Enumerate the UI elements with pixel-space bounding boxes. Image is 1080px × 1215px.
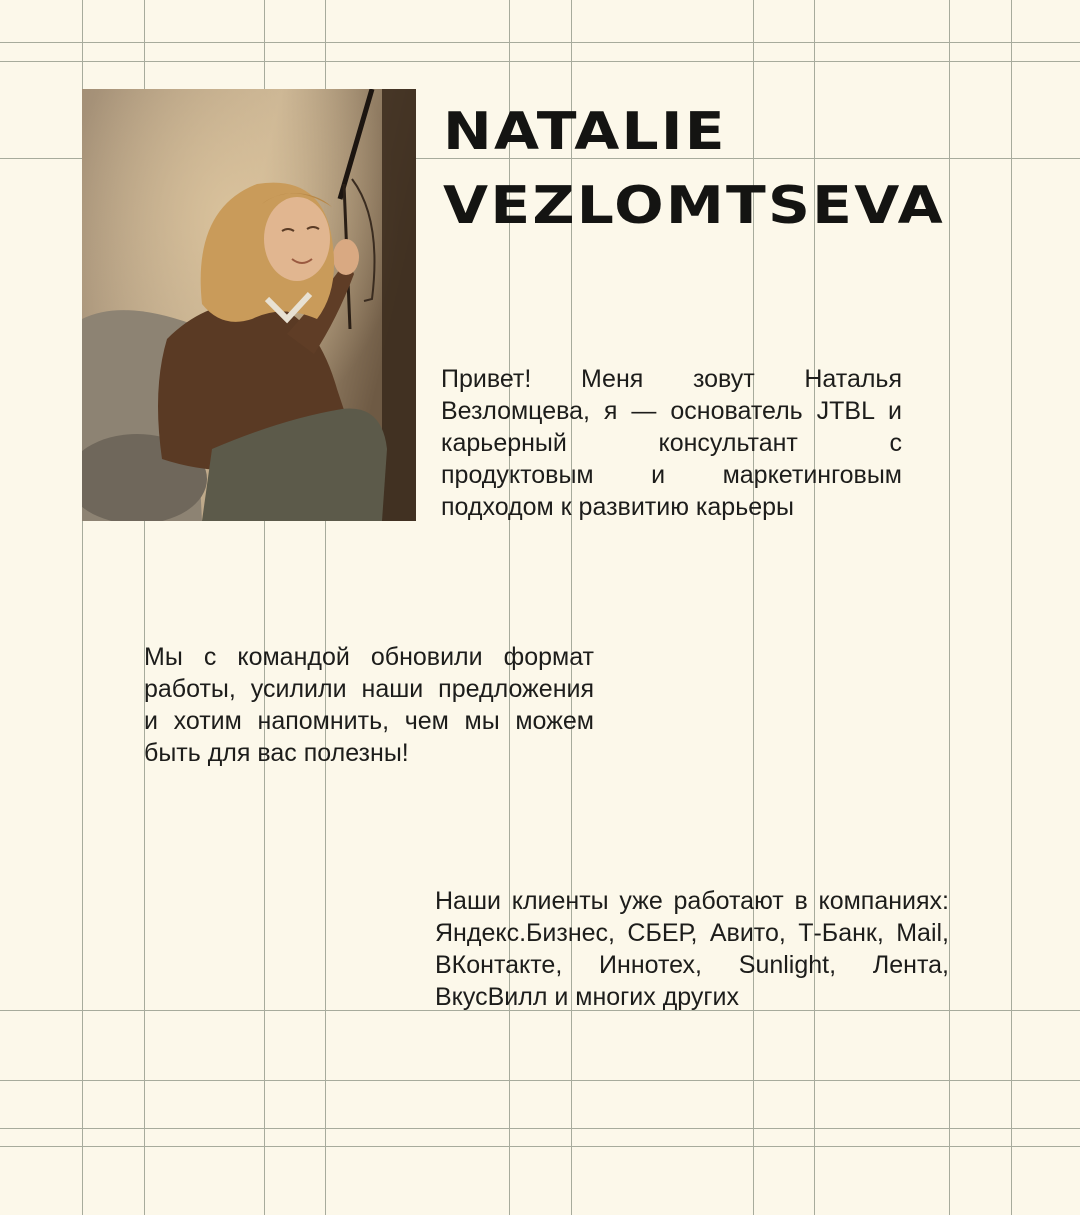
clients-line: ВКонтакте, Иннотех, Sunlight, Лента,: [435, 951, 949, 979]
clients-line: Яндекс.Бизнес, СБЕР, Авито, Т-Банк, Mail,: [435, 919, 949, 947]
grid-line: [0, 1146, 1080, 1147]
intro-line: Привет! Меня зовут Наталья: [441, 365, 902, 393]
name-last: VEZLOMTSEVA: [443, 176, 945, 236]
grid-line: [0, 42, 1080, 43]
team-line: Мы с командой обновили формат: [144, 643, 594, 671]
intro-line: подходом к развитию карьеры: [441, 493, 795, 521]
team-line: быть для вас полезны!: [144, 739, 409, 767]
grid-line: [0, 61, 1080, 62]
portrait-photo: [82, 89, 416, 521]
intro-line: продуктовым и маркетинговым: [441, 461, 902, 489]
team-line: работы, усилили наши предложения: [144, 675, 594, 703]
clients-paragraph: [435, 885, 949, 1013]
clients-line: ВкусВилл и многих других: [435, 983, 740, 1011]
portrait-illustration: [82, 89, 416, 521]
grid-line: [0, 1128, 1080, 1129]
intro-line: Везломцева, я — основатель JTBL и: [441, 397, 902, 425]
intro-paragraph: [441, 363, 902, 523]
clients-line: Наши клиенты уже работают в компаниях:: [435, 887, 949, 915]
team-paragraph: [144, 641, 594, 769]
name-first: NATALIE: [443, 102, 727, 162]
intro-line: карьерный консультант с: [441, 429, 902, 457]
page-title: [443, 95, 1025, 243]
team-line: и хотим напомнить, чем мы можем: [144, 707, 594, 735]
grid-line: [0, 1080, 1080, 1081]
